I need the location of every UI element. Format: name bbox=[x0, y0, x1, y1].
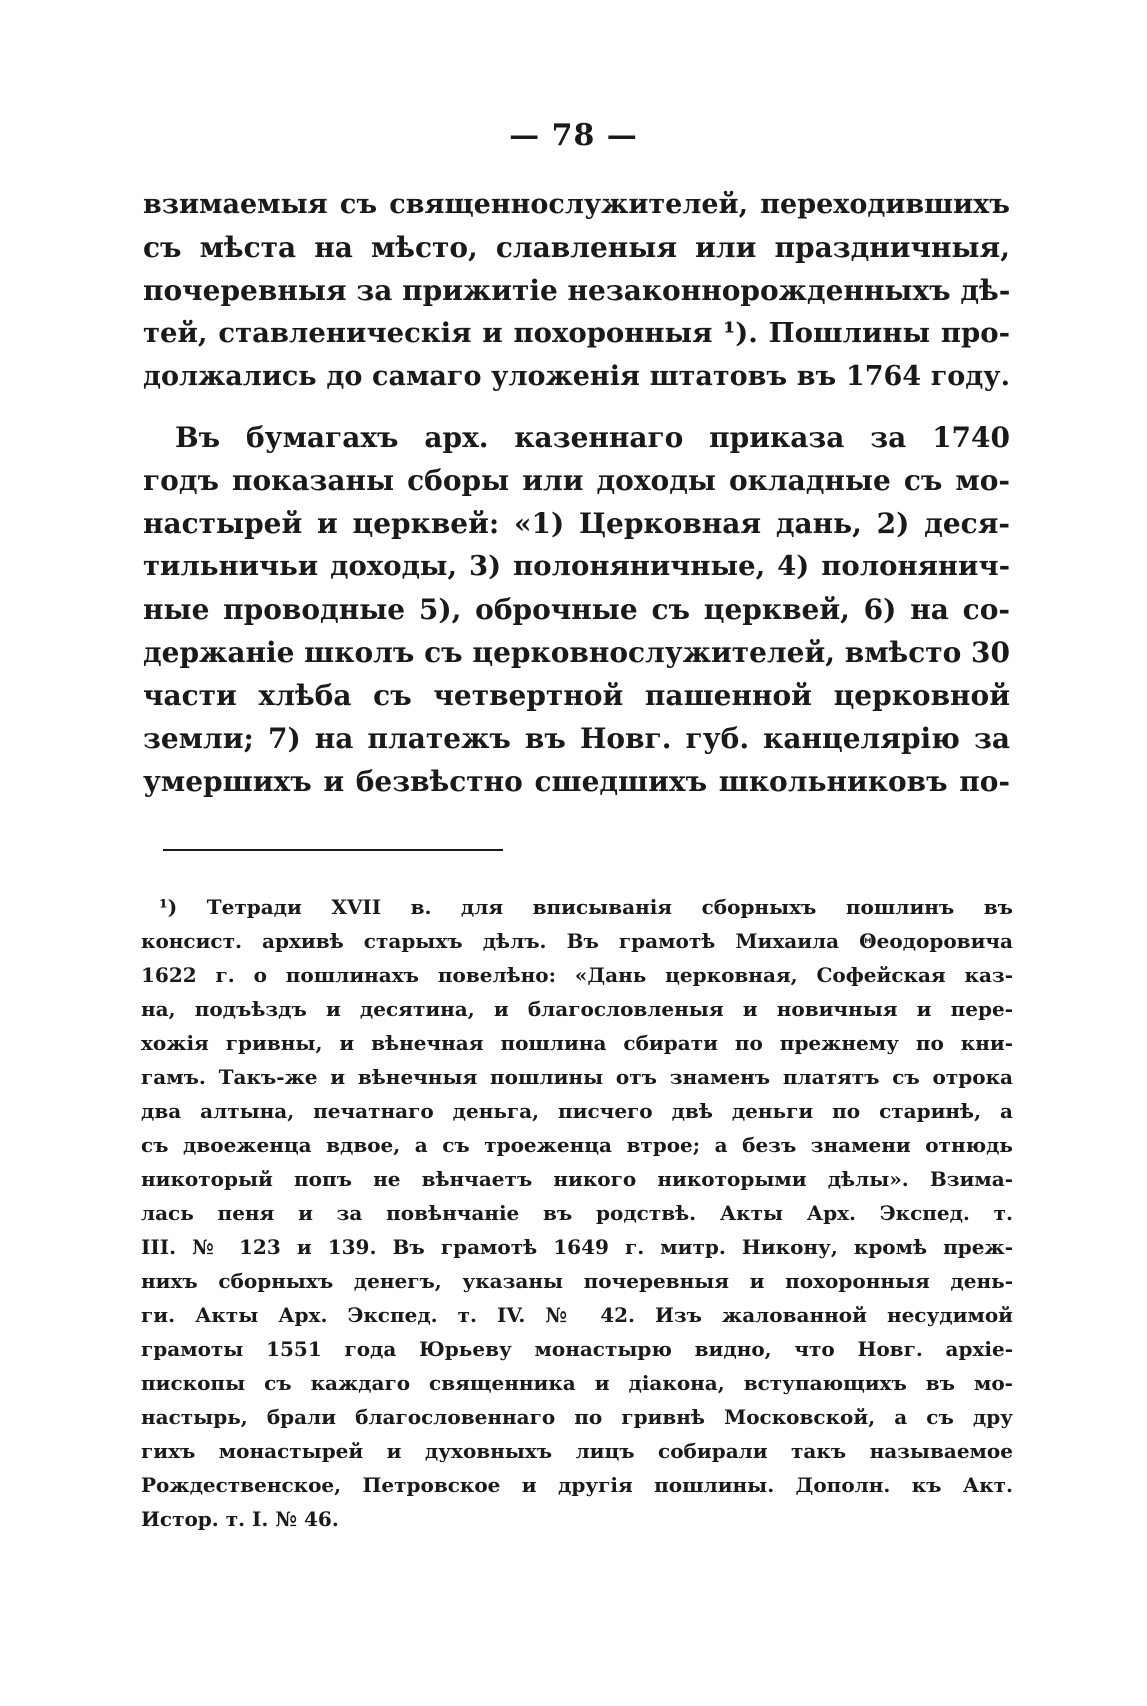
text-line: части хлѣба съ четвертной пашенной церковной bbox=[143, 679, 1010, 712]
footnote-line: ¹) Тетради XVII в. для вписыванія сборныхъ пошлинъ въ bbox=[159, 895, 1013, 919]
text-line: тей, ставленическія и похоронныя ¹). Пошлины про- bbox=[143, 317, 1010, 349]
footnote-line: III. № 123 и 139. Въ грамотѣ 1649 г. митр. Никону, кромѣ преж- bbox=[141, 1235, 1013, 1259]
footnote-line: гамъ. Такъ-же и вѣнечныя пошлины отъ знаменъ платятъ съ отрока bbox=[141, 1065, 1013, 1089]
text-line: годъ показаны сборы или доходы окладные съ мо- bbox=[143, 464, 1010, 497]
footnote-divider bbox=[163, 849, 503, 851]
footnote-line: хожія гривны, и вѣнечная пошлина сбирати по прежнему по кни- bbox=[141, 1031, 1013, 1055]
footnote-line: два алтына, печатнаго деньга, писчего двѣ деньги по старинѣ, а bbox=[141, 1099, 1013, 1123]
footnote-line: Истор. т. I. № 46. bbox=[141, 1507, 339, 1531]
text-line: взимаемыя съ священнослужителей, переходившихъ bbox=[143, 189, 1010, 220]
text-line: земли; 7) на платежъ въ Новг. губ. канцелярію за bbox=[143, 722, 1010, 755]
footnote-line: грамоты 1551 года Юрьеву монастырю видно, что Новг. архіе- bbox=[141, 1337, 1013, 1361]
footnote-line: пископы съ каждаго священника и діакона, вступающихъ въ мо- bbox=[141, 1371, 1013, 1395]
text-line: должались до самаго уложенія штатовъ въ 1764 году. bbox=[143, 361, 1010, 392]
paragraph-1 bbox=[143, 183, 1010, 398]
text-line: Въ бумагахъ арх. казеннаго приказа за 1740 bbox=[175, 421, 1010, 454]
main-text bbox=[143, 183, 1010, 803]
text-line: съ мѣста на мѣсто, славленыя или праздничныя, bbox=[143, 231, 1010, 264]
footnote-line: съ двоеженца вдвое, а съ троеженца втрое; а безъ знамени отнюдь bbox=[141, 1133, 1013, 1157]
footnote-line: 1622 г. о пошлинахъ повелѣно: «Дань церковная, Софейская каз- bbox=[141, 963, 1013, 987]
footnote-line: настырь, брали благословеннаго по гривнѣ Московской, а съ дру bbox=[141, 1405, 1013, 1429]
paragraph-2 bbox=[143, 416, 1010, 803]
text-line: настырей и церквей: «1) Церковная дань, 2) деся- bbox=[143, 507, 1010, 540]
footnote-line: лась пеня и за повѣнчаніе въ родствѣ. Акты Арх. Экспед. т. bbox=[141, 1201, 1013, 1225]
footnote-line: на, подъѣздъ и десятина, и благословленыя и новичныя и пере- bbox=[141, 997, 1013, 1021]
text-line: ные проводные 5), оброчные съ церквей, 6) на со- bbox=[143, 593, 1010, 626]
footnote-line: ги. Акты Арх. Экспед. т. IV. № 42. Изъ жалованной несудимой bbox=[141, 1303, 1013, 1327]
footnote-line: консист. архивѣ старыхъ дѣлъ. Въ грамотѣ Михаила Θеодоровича bbox=[141, 929, 1013, 953]
footnote-line: Рождественское, Петровское и другія пошлины. Дополн. къ Акт. bbox=[141, 1473, 1013, 1497]
text-line: умершихъ и безвѣстно сшедшихъ школьниковъ по- bbox=[143, 765, 1010, 798]
text-line: тильничьи доходы, 3) полоняничные, 4) полонянич- bbox=[143, 550, 1010, 582]
footnote-line: никоторый попъ не вѣнчаетъ никого никоторыми дѣлы». Взима- bbox=[141, 1167, 1013, 1191]
text-line: держаніе школъ съ церковнослужителей, вмѣсто 30 bbox=[143, 636, 1010, 669]
footnote-line: нихъ сборныхъ денегъ, указаны почеревныя и похоронныя день- bbox=[141, 1269, 1013, 1293]
text-line: почеревныя за прижитіе незаконнорожденныхъ дѣ- bbox=[143, 274, 1010, 307]
footnote-line: гихъ монастырей и духовныхъ лицъ собирали такъ называемое bbox=[141, 1439, 1013, 1463]
footnote bbox=[141, 890, 1013, 1536]
page-number: — 78 — bbox=[509, 118, 638, 153]
